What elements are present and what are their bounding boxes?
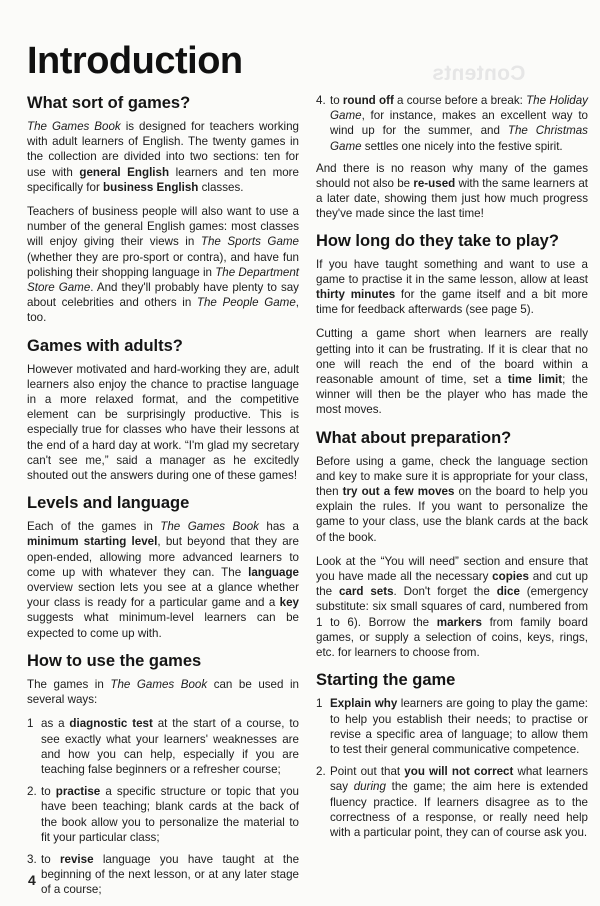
list-item [27, 852, 299, 898]
paragraph [27, 677, 299, 707]
list-item-text [41, 717, 299, 776]
text-run: The games in [27, 677, 111, 691]
list-item-text [330, 765, 588, 839]
bold-run: round off [342, 94, 394, 107]
bleed-through-text: Contents [432, 62, 526, 85]
bold-run: dice [496, 585, 520, 599]
section-what-sort-of-games [27, 93, 299, 326]
text-run: Teachers of business people will also want to use a number of the general English games: most classes will enjoy giving their views in [27, 205, 299, 249]
section-games-with-adults [27, 336, 299, 484]
text-run: as a [41, 717, 70, 731]
bold-run: you will not correct [404, 765, 514, 779]
section-heading: What sort of games? [27, 94, 191, 112]
section-how-to-use [27, 651, 299, 898]
text-run: has a [258, 520, 299, 534]
section-starting-the-game [316, 670, 588, 840]
text-run: learners and ten more specifically for [27, 165, 299, 194]
bold-run: try out a few moves [342, 485, 455, 499]
list-item-text [330, 697, 588, 756]
list-item [316, 93, 588, 154]
section-preparation [316, 428, 588, 661]
paragraph [316, 161, 588, 222]
italic-run: The People Game [196, 296, 296, 310]
list-item [27, 716, 299, 777]
text-run: can be used in several ways: [27, 677, 299, 707]
paragraph [316, 454, 588, 545]
text-run: overview section lets you see at a glance whether your class is ready for a particular game and a [27, 581, 299, 610]
text-run: a course before a break: [393, 94, 527, 107]
section-heading: Levels and language [27, 494, 190, 513]
bold-run: card sets [338, 585, 394, 599]
italic-run: The Holiday Game [330, 94, 588, 123]
list-item [27, 784, 299, 845]
text-run: and cut up the [316, 570, 588, 599]
paragraph [316, 257, 588, 318]
usage-list [27, 716, 299, 897]
text-run: from family board games, or supply a selection of coins, keys, rings, etc. for learners to choose from. [316, 615, 588, 660]
paragraph [27, 362, 299, 484]
text-run: , too. [27, 296, 300, 325]
text-run: at the start of a course, to see exactly what your learners' weaknesses are and how you can help, especially if you are teaching false beginners or a refresher course; [41, 717, 299, 776]
text-run: to [330, 94, 343, 107]
usage-list-continued [316, 93, 588, 154]
italic-run: The Games Book [27, 120, 121, 133]
text-run: the game; the aim here is extended fluency practice. If learners disagree as to the correctness of a response, or really need help with a particular point, they can of course ask you. [330, 780, 589, 839]
paragraph [27, 119, 299, 195]
section-heading: What about preparation? [316, 428, 512, 447]
bold-run: thirty minutes [316, 288, 396, 302]
text-run: However motivated and hard-working they are, adult learners also enjoy the chance to practise language in a more relaxed format, and the competitive element can be surprisingly productive. This is especially true for classes who have their lessons at the end of a hard day at work. “I'm glad my secretary can't see me,” said a manager as he excitedly shouted out the answers during one of these games! [27, 362, 299, 483]
bold-run: Explain why [330, 697, 398, 711]
text-run: a specific structure or topic that you have been teaching; blank cards at the back of the book allow you to personalize the material to fit your particular class; [41, 785, 300, 844]
italic-run: The Christmas Game [330, 124, 588, 153]
left-column [27, 93, 299, 906]
list-number: 2. [27, 785, 37, 799]
text-run: with the same learners at a later date, showing them just how much progress they've made since the last time! [316, 177, 588, 221]
text-run: Each of the games in [27, 520, 161, 534]
list-item-text [41, 853, 299, 896]
bold-run: business English [103, 180, 199, 194]
text-run: If you have taught something and want to use a game to practise it in the same lesson, allow at least [316, 257, 588, 286]
paragraph [27, 204, 299, 326]
list-item-text [41, 785, 299, 844]
text-run: language you have taught at the beginning of the next lesson, or at any later stage of a course; [41, 852, 300, 897]
italic-run: The Games Book [160, 520, 259, 534]
bold-run: language [248, 565, 299, 579]
text-run: classes. [198, 180, 244, 194]
section-how-long [316, 231, 588, 418]
italic-run: The Games Book [110, 677, 208, 691]
bold-run: diagnostic test [69, 717, 153, 731]
text-run: ; the winner will then be the player who has made the most moves. [316, 373, 588, 417]
text-run: is designed for teachers working with adult learners of English. The twenty games in the collection are divided into two sections: ten for use with [27, 120, 299, 179]
section-levels-and-language [27, 493, 299, 641]
page-title: Introduction [27, 40, 243, 82]
list-item [316, 696, 588, 757]
text-run: , but beyond that they are open-ended, allowing more advanced learners to come up with whatever they can. The [27, 535, 299, 579]
page-number: 4 [28, 872, 36, 888]
text-run: (emergency substitute: six small squares of card, numbered from 1 to 6). Borrow the [316, 585, 588, 629]
text-run: to [41, 785, 56, 799]
text-run: suggests what minimum-level learners can be expected to come up with. [27, 611, 299, 640]
paragraph [316, 326, 588, 417]
paragraph [27, 519, 299, 641]
text-run: learners are going to play the game: to help you establish their needs; to practise or revise a specific area of language; to allow them to test their general communicative competence. [330, 697, 588, 756]
italic-run: The Sports Game [200, 235, 299, 249]
list-number: 1 [27, 717, 34, 731]
start-steps-list [316, 696, 588, 840]
text-run: And there is no reason why many of the games should not also be [316, 161, 588, 191]
bold-run: general English [79, 165, 170, 179]
bold-run: re-used [413, 177, 456, 191]
bold-run: markers [436, 615, 482, 629]
bold-run: minimum starting level [27, 535, 158, 549]
bold-run: time limit [507, 373, 563, 387]
bold-run: copies [492, 570, 529, 584]
bold-run: practise [55, 785, 101, 799]
text-run: . Don't forget the [393, 585, 497, 599]
text-run: Cutting a game short when learners are really getting into it can be frustrating. If it is clear that no one will reach the end of the board within a reasonable amount of time, set a [316, 327, 588, 387]
text-run: on the board to help you explain the rules. If you want to personalize the game to your class, use the blank cards at the back of the book. [316, 485, 588, 544]
section-heading: Starting the game [316, 671, 456, 690]
text-run: , for instance, makes an excellent way to wind up for the summer, and [330, 109, 588, 138]
section-heading: Games with adults? [27, 336, 183, 355]
list-number: 1 [316, 697, 323, 711]
bold-run: key [279, 596, 299, 610]
text-run: (whether they are pro-sport or contra), and have fun polishing their shopping language in [27, 250, 299, 279]
paragraph [316, 554, 588, 660]
text-run: settles one nicely into the festive spirit. [361, 139, 563, 153]
text-run: Before using a game, check the language section and key to make sure it is appropriate for your class, then [316, 454, 588, 499]
italic-run: The Department Store Game [27, 265, 299, 295]
text-run: what learners say [330, 765, 588, 794]
list-number: 4. [316, 94, 326, 107]
list-number: 2. [316, 765, 326, 779]
text-run: Point out that [330, 765, 405, 779]
text-run: . And they'll probably have plenty to say about celebrities and others in [27, 281, 299, 310]
list-item [316, 764, 588, 840]
section-heading: How to use the games [27, 651, 202, 670]
text-run: for the game itself and a bit more time for feedback afterwards (see page 5). [316, 288, 588, 317]
right-column [316, 93, 588, 850]
list-item-text [330, 94, 588, 153]
text-run: to [41, 852, 60, 866]
text-run: Look at the “You will need” section and ensure that you have made all the necessary [316, 554, 588, 584]
italic-run: during [353, 780, 386, 794]
list-number: 3. [27, 852, 37, 866]
bold-run: revise [60, 852, 94, 866]
section-heading: How long do they take to play? [316, 231, 559, 250]
